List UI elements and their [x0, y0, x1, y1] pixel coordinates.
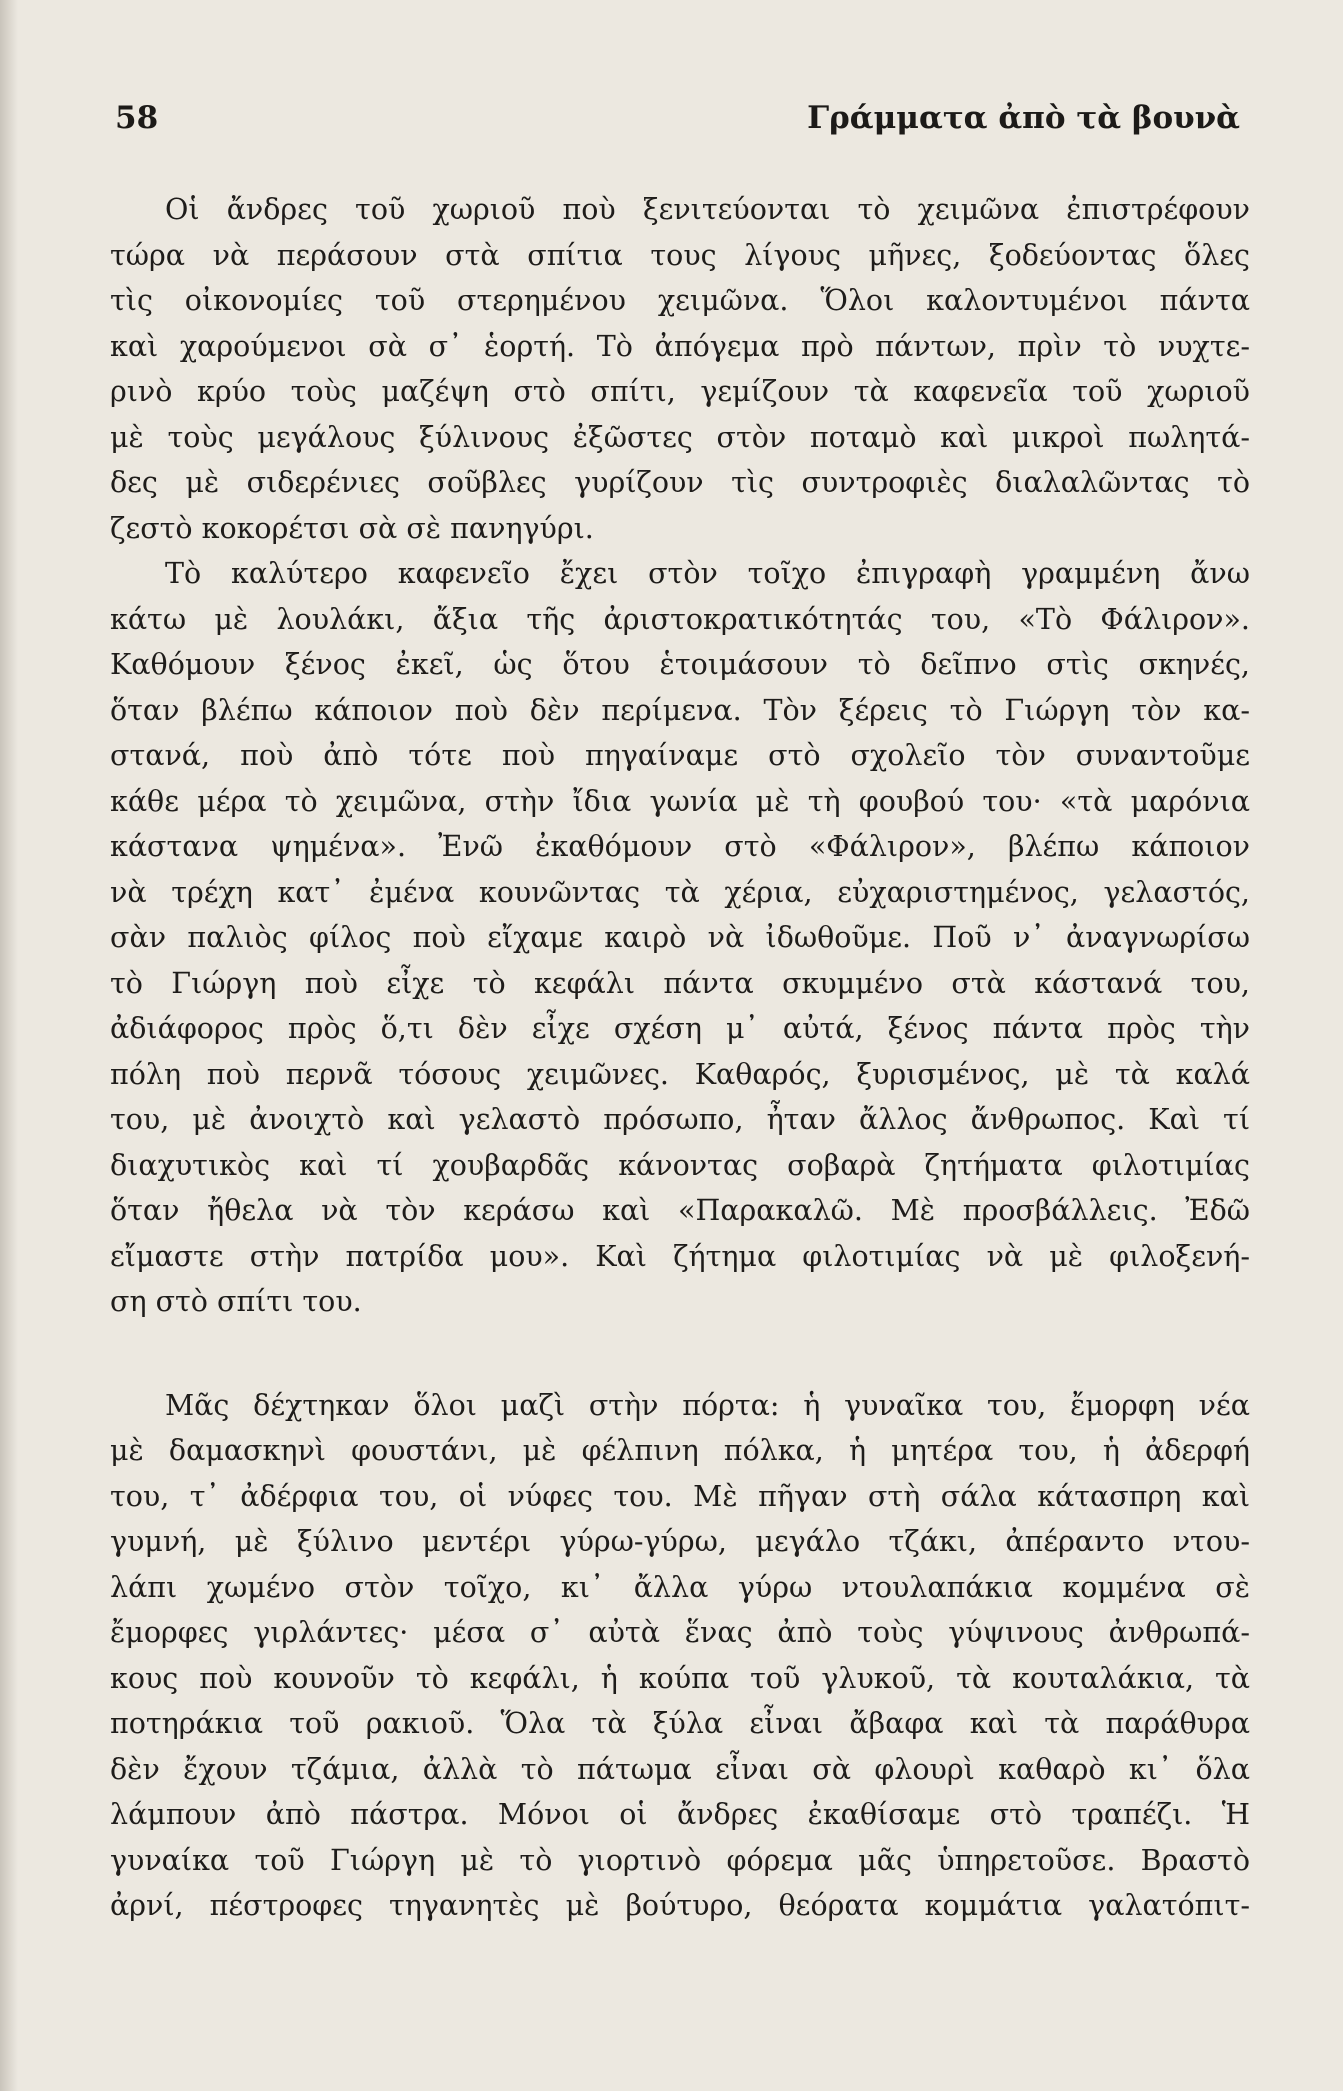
text-line: ση στὸ σπίτι του.	[110, 1285, 362, 1318]
text-line: κους ποὺ κουνοῦν τὸ κεφάλι, ἡ κούπα τοῦ γλυκοῦ, τὰ κουταλάκια, τὰ	[110, 1661, 1250, 1695]
text-line: γυναίκα τοῦ Γιώργη μὲ τὸ γιορτινὸ φόρεμα μᾶς ὑπηρετοῦσε. Βραστὸ	[110, 1843, 1250, 1877]
text-line: δὲν ἔχουν τζάμια, ἀλλὰ τὸ πάτωμα εἶναι σὰ φλουρὶ καθαρὸ κι᾿ ὅλα	[110, 1752, 1250, 1786]
text-line: ὅταν ἤθελα νὰ τὸν κεράσω καὶ «Παρακαλῶ. Μὲ προσβάλλεις. Ἐδῶ	[110, 1194, 1250, 1227]
text-line: κάτω μὲ λουλάκι, ἄξια τῆς ἀριστοκρατικότητάς του, «Τὸ Φάλιρον».	[110, 602, 1250, 636]
text-line: του, τ᾿ ἀδέρφια του, οἱ νύφες του. Μὲ πῆγαν στὴ σάλα κάτασπρη καὶ	[110, 1479, 1250, 1513]
text-line: λάπι χωμένο στὸν τοῖχο, κι᾿ ἄλλα γύρω ντουλαπάκια κομμένα σὲ	[110, 1570, 1250, 1604]
text-line: δες μὲ σιδερένιες σοῦβλες γυρίζουν τὶς συντροφιὲς διαλαλῶντας τὸ	[110, 466, 1250, 499]
text-line: νὰ τρέχη κατ᾿ ἐμένα κουνῶντας τὰ χέρια, εὐχαριστημένος, γελαστός,	[110, 875, 1250, 909]
paragraph-3	[110, 1383, 1250, 1929]
paragraph-2	[110, 551, 1250, 1325]
text-line: τὸ Γιώργη ποὺ εἶχε τὸ κεφάλι πάντα σκυμμένο στὰ κάστανά του,	[110, 966, 1250, 1000]
text-line: τώρα νὰ περάσουν στὰ σπίτια τους λίγους μῆνες, ξοδεύοντας ὅλες	[110, 238, 1250, 272]
text-line: Καθόμουν ξένος ἐκεῖ, ὡς ὅτου ἑτοιμάσουν τὸ δεῖπνο στὶς σκηνές,	[110, 648, 1250, 681]
text-line: εἴμαστε στὴν πατρίδα μου». Καὶ ζήτημα φιλοτιμίας νὰ μὲ φιλοξενή-	[110, 1239, 1250, 1273]
paragraph-spacer	[110, 1325, 1250, 1383]
text-line: κάθε μέρα τὸ χειμῶνα, στὴν ἴδια γωνία μὲ τὴ φουβού του· «τὰ μαρόνια	[110, 784, 1250, 818]
running-title: Γράμματα ἀπὸ τὰ βουνὰ	[807, 100, 1240, 136]
text-line: ρινὸ κρύο τοὺς μαζέψη στὸ σπίτι, γεμίζουν τὰ καφενεῖα τοῦ χωριοῦ	[110, 375, 1250, 408]
text-line: ἀδιάφορος πρὸς ὅ,τι δὲν εἶχε σχέση μ᾿ αὐτά, ξένος πάντα πρὸς τὴν	[110, 1012, 1250, 1045]
text-line: μὲ δαμασκηνὶ φουστάνι, μὲ φέλπινη πόλκα, ἡ μητέρα του, ἡ ἀδερφή	[110, 1434, 1250, 1467]
text-line: μὲ τοὺς μεγάλους ξύλινους ἐξῶστες στὸν ποταμὸ καὶ μικροὶ πωλητά-	[110, 420, 1250, 454]
text-line: ὅταν βλέπω κάποιον ποὺ δὲν περίμενα. Τὸν ξέρεις τὸ Γιώργη τὸν κα-	[110, 693, 1250, 727]
text-line: ἔμορφες γιρλάντες· μέσα σ᾿ αὐτὰ ἕνας ἀπὸ τοὺς γύψινους ἀνθρωπά-	[110, 1616, 1250, 1649]
text-line: τὶς οἰκονομίες τοῦ στερημένου χειμῶνα. Ὅλοι καλοντυμένοι πάντα	[110, 284, 1250, 317]
body-text	[110, 187, 1250, 1929]
text-line: Μᾶς δέχτηκαν ὅλοι μαζὶ στὴν πόρτα: ἡ γυναῖκα του, ἔμορφη νέα	[165, 1388, 1250, 1422]
text-line: πόλη ποὺ περνᾶ τόσους χειμῶνες. Καθαρός, ξυρισμένος, μὲ τὰ καλά	[110, 1057, 1250, 1091]
text-line: διαχυτικὸς καὶ τί χουβαρδᾶς κάνοντας σοβαρὰ ζητήματα φιλοτιμίας	[110, 1148, 1250, 1182]
paragraph-1	[110, 187, 1250, 551]
text-line: στανά, ποὺ ἀπὸ τότε ποὺ πηγαίναμε στὸ σχολεῖο τὸν συναντοῦμε	[110, 739, 1250, 772]
text-line: γυμνή, μὲ ξύλινο μεντέρι γύρω-γύρω, μεγάλο τζάκι, ἀπέραντο ντου-	[110, 1525, 1250, 1558]
text-line: σὰν παλιὸς φίλος ποὺ εἴχαμε καιρὸ νὰ ἰδωθοῦμε. Ποῦ ν᾿ ἀναγνωρίσω	[110, 921, 1250, 954]
text-line: ἀρνί, πέστροφες τηγανητὲς μὲ βούτυρο, θεόρατα κομμάτια γαλατόπιτ-	[110, 1889, 1250, 1922]
page-header	[115, 100, 1240, 150]
text-line: ζεστὸ κοκορέτσι σὰ σὲ πανηγύρι.	[110, 511, 594, 545]
text-line: κάστανα ψημένα». Ἐνῶ ἐκαθόμουν στὸ «Φάλιρον», βλέπω κάποιον	[110, 830, 1250, 863]
text-line: Τὸ καλύτερο καφενεῖο ἔχει στὸν τοῖχο ἐπιγραφὴ γραμμένη ἄνω	[165, 557, 1250, 590]
page-number: 58	[115, 100, 159, 136]
text-line: Οἱ ἄνδρες τοῦ χωριοῦ ποὺ ξενιτεύονται τὸ χειμῶνα ἐπιστρέφουν	[165, 193, 1250, 226]
text-line: ποτηράκια τοῦ ρακιοῦ. Ὅλα τὰ ξύλα εἶναι ἄβαφα καὶ τὰ παράθυρα	[110, 1707, 1250, 1740]
text-line: καὶ χαρούμενοι σὰ σ᾿ ἑορτή. Τὸ ἀπόγεμα πρὸ πάντων, πρὶν τὸ νυχτε-	[110, 329, 1250, 363]
text-line: του, μὲ ἀνοιχτὸ καὶ γελαστὸ πρόσωπο, ἦταν ἄλλος ἄνθρωπος. Καὶ τί	[110, 1103, 1250, 1136]
text-line: λάμπουν ἀπὸ πάστρα. Μόνοι οἱ ἄνδρες ἐκαθίσαμε στὸ τραπέζι. Ἡ	[110, 1798, 1250, 1831]
